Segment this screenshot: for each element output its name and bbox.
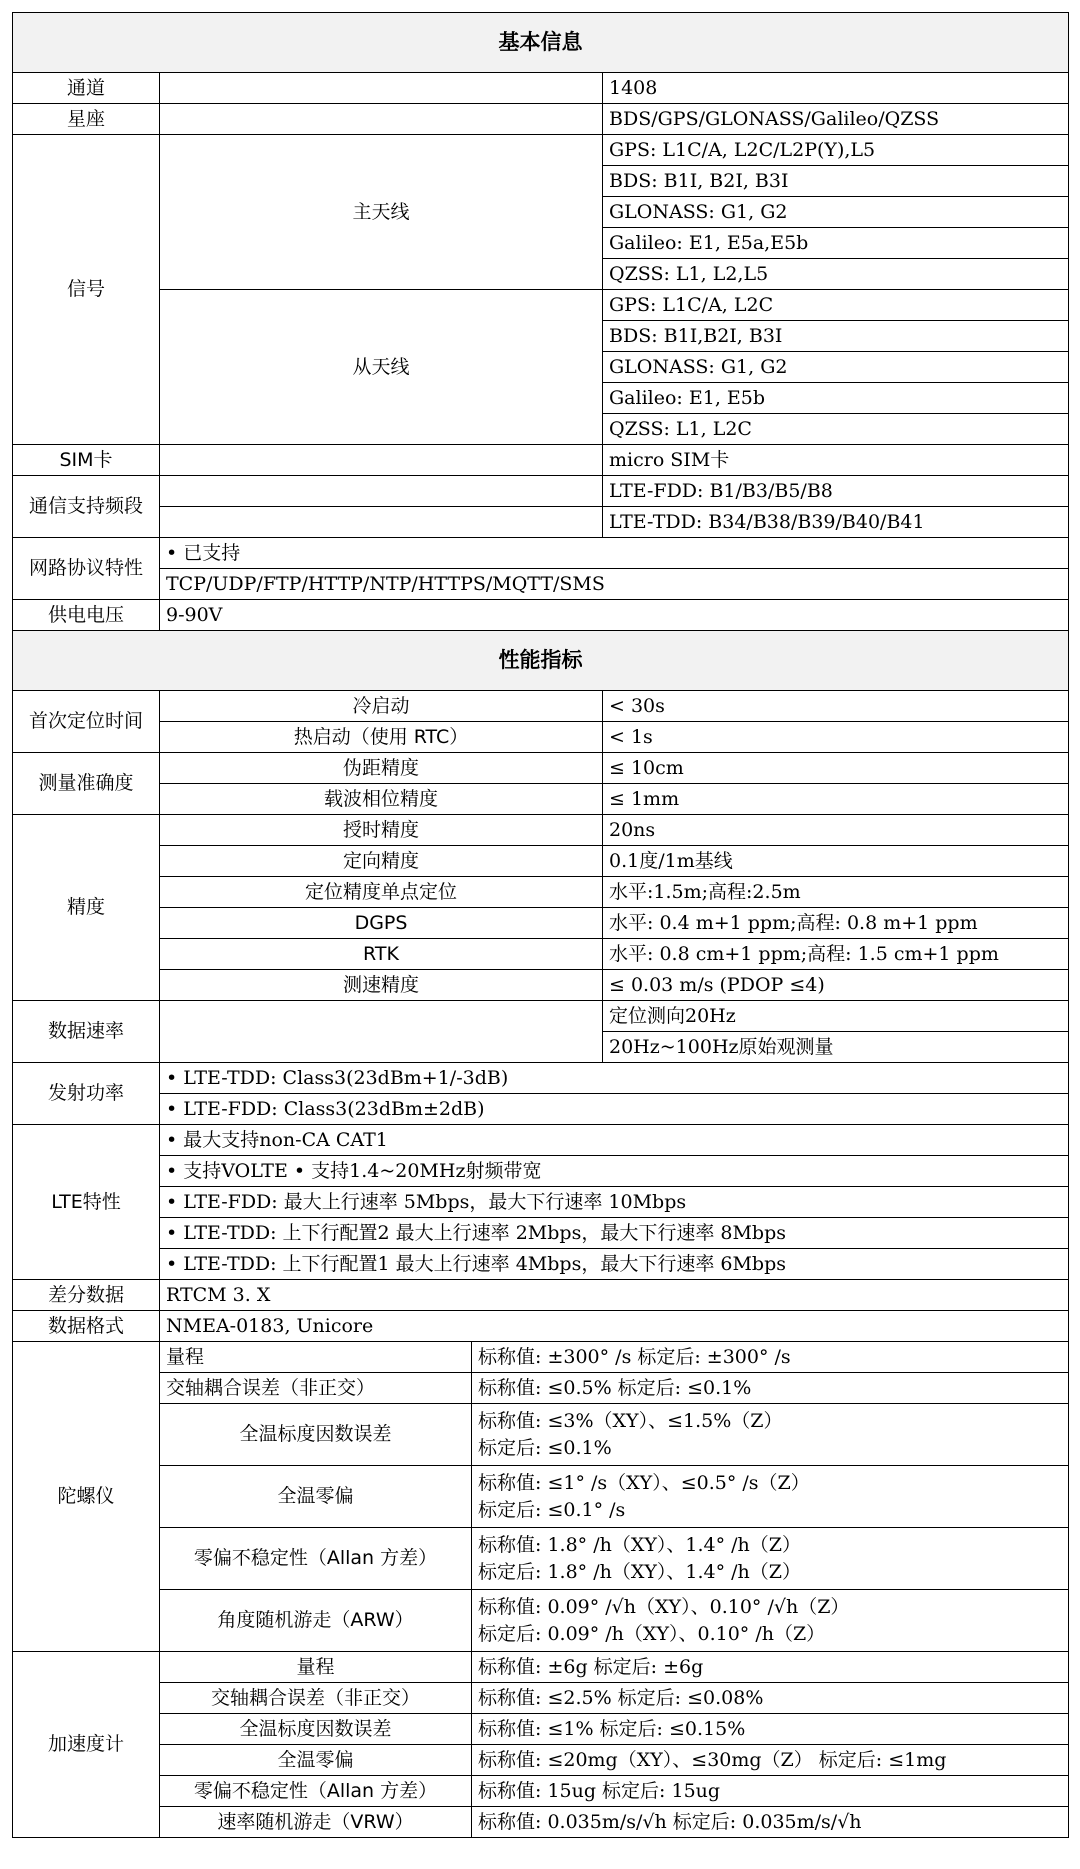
empty-cell [160,73,603,104]
band-tdd: LTE-TDD: B34/B38/B39/B40/B41 [603,507,1069,538]
channel-value: 1408 [603,73,1069,104]
accel-range-value: 标称值: ±6g 标定后: ±6g [472,1652,1069,1683]
gyro-bias-value [472,1466,1069,1528]
slave-antenna-label: 从天线 [160,290,603,445]
rtk-label: RTK [160,939,603,970]
lte-item: • 最大支持non-CA CAT1 [160,1125,1069,1156]
accel-label: 加速度计 [13,1652,160,1838]
gyro-cross-axis-value: 标称值: ≤0.5% 标定后: ≤0.1% [472,1373,1069,1404]
constellation-label: 星座 [13,104,160,135]
band-fdd: LTE-FDD: B1/B3/B5/B8 [603,476,1069,507]
lte-label: LTE特性 [13,1125,160,1280]
velocity-label: 测速精度 [160,970,603,1001]
empty-cell [160,445,603,476]
tx-power-label: 发射功率 [13,1063,160,1125]
accel-bias-label: 全温零偏 [160,1745,472,1776]
protocol-list: TCP/UDP/FTP/HTTP/NTP/HTTPS/MQTT/SMS [160,569,1069,600]
tx-power-tdd: • LTE-TDD: Class3(23dBm+1/-3dB) [160,1063,1069,1094]
pseudorange-value: ≤ 10cm [603,753,1069,784]
single-point-label: 定位精度单点定位 [160,877,603,908]
gyro-instability-calibrated: 标定后: 1.8° /h（XY）、1.4° /h（Z） [478,1560,802,1583]
format-label: 数据格式 [13,1311,160,1342]
accel-scale-label: 全温标度因数误差 [160,1714,472,1745]
pseudorange-label: 伪距精度 [160,753,603,784]
gyro-arw-nominal: 标称值: 0.09° /√h（XY）、0.10° /√h（Z） [478,1595,850,1618]
dgps-label: DGPS [160,908,603,939]
single-point-value: 水平:1.5m;高程:2.5m [603,877,1069,908]
gyro-scale-value [472,1404,1069,1466]
gyro-scale-label: 全温标度因数误差 [160,1404,472,1466]
gyro-range-label: 量程 [160,1342,472,1373]
accel-cross-axis-label: 交轴耦合误差（非正交） [160,1683,472,1714]
gyro-instability-nominal: 标称值: 1.8° /h（XY）、1.4° /h（Z） [478,1533,802,1556]
slave-signal-glonass: GLONASS: G1, G2 [603,352,1069,383]
empty-cell [160,1001,603,1063]
protocol-supported: • 已支持 [160,538,1069,569]
accel-bias-value: 标称值: ≤20mg（XY）、≤30mg（Z） 标定后: ≤1mg [472,1745,1069,1776]
constellation-value: BDS/GPS/GLONASS/Galileo/QZSS [603,104,1069,135]
carrier-phase-label: 载波相位精度 [160,784,603,815]
main-signal-gps: GPS: L1C/A, L2C/L2P(Y),L5 [603,135,1069,166]
empty-cell [160,507,603,538]
empty-cell [160,476,603,507]
basic-info-heading: 基本信息 [13,13,1069,73]
timing-label: 授时精度 [160,815,603,846]
empty-cell [160,104,603,135]
lte-item: • 支持VOLTE • 支持1.4~20MHz射频带宽 [160,1156,1069,1187]
gyro-scale-nominal: 标称值: ≤3%（XY）、≤1.5%（Z） [478,1409,783,1432]
main-signal-bds: BDS: B1I, B2I, B3I [603,166,1069,197]
accel-vrw-value: 标称值: 0.035m/s/√h 标定后: 0.035m/s/√h [472,1807,1069,1838]
accel-instability-label: 零偏不稳定性（Allan 方差） [160,1776,472,1807]
timing-value: 20ns [603,815,1069,846]
tx-power-fdd: • LTE-FDD: Class3(23dBm±2dB) [160,1094,1069,1125]
gyro-instability-label: 零偏不稳定性（Allan 方差） [160,1528,472,1590]
velocity-value: ≤ 0.03 m/s (PDOP ≤4) [603,970,1069,1001]
slave-signal-gps: GPS: L1C/A, L2C [603,290,1069,321]
gyro-arw-label: 角度随机游走（ARW） [160,1590,472,1652]
gyro-bias-nominal: 标称值: ≤1° /s（XY）、≤0.5° /s（Z） [478,1471,810,1494]
spec-sheet [12,12,1068,1857]
gyro-arw-calibrated: 标定后: 0.09° /h（XY）、0.10° /h（Z） [478,1622,826,1645]
carrier-phase-value: ≤ 1mm [603,784,1069,815]
accuracy-label: 精度 [13,815,160,1001]
bands-label: 通信支持频段 [13,476,160,538]
accel-vrw-label: 速率随机游走（VRW） [160,1807,472,1838]
channel-label: 通道 [13,73,160,104]
gyro-cross-axis-label: 交轴耦合误差（非正交） [160,1373,472,1404]
data-rate-raw: 20Hz~100Hz原始观测量 [603,1032,1069,1063]
gyro-arw-value [472,1590,1069,1652]
ttff-cold-value: < 30s [603,691,1069,722]
gyro-range-value: 标称值: ±300° /s 标定后: ±300° /s [472,1342,1069,1373]
slave-signal-qzss: QZSS: L1, L2C [603,414,1069,445]
slave-signal-bds: BDS: B1I,B2I, B3I [603,321,1069,352]
heading-accuracy-value: 0.1度/1m基线 [603,846,1069,877]
accel-instability-value: 标称值: 15ug 标定后: 15ug [472,1776,1069,1807]
data-rate-label: 数据速率 [13,1001,160,1063]
heading-accuracy-label: 定向精度 [160,846,603,877]
gyro-label: 陀螺仪 [13,1342,160,1652]
rtk-value: 水平: 0.8 cm+1 ppm;高程: 1.5 cm+1 ppm [603,939,1069,970]
ttff-hot-value: < 1s [603,722,1069,753]
lte-item: • LTE-TDD: 上下行配置1 最大上行速率 4Mbps，最大下行速率 6Mbps [160,1249,1069,1280]
accel-cross-axis-value: 标称值: ≤2.5% 标定后: ≤0.08% [472,1683,1069,1714]
main-signal-galileo: Galileo: E1, E5a,E5b [603,228,1069,259]
signal-label: 信号 [13,135,160,445]
ttff-label: 首次定位时间 [13,691,160,753]
dgps-value: 水平: 0.4 m+1 ppm;高程: 0.8 m+1 ppm [603,908,1069,939]
sim-label: SIM卡 [13,445,160,476]
lte-item: • LTE-FDD: 最大上行速率 5Mbps，最大下行速率 10Mbps [160,1187,1069,1218]
main-antenna-label: 主天线 [160,135,603,290]
accel-range-label: 量程 [160,1652,472,1683]
format-value: NMEA-0183, Unicore [160,1311,1069,1342]
slave-signal-galileo: Galileo: E1, E5b [603,383,1069,414]
gyro-instability-value [472,1528,1069,1590]
data-rate-positioning: 定位测向20Hz [603,1001,1069,1032]
performance-heading: 性能指标 [13,631,1069,691]
gyro-bias-calibrated: 标定后: ≤0.1° /s [478,1498,626,1521]
main-signal-glonass: GLONASS: G1, G2 [603,197,1069,228]
power-value: 9-90V [160,600,1069,631]
lte-item: • LTE-TDD: 上下行配置2 最大上行速率 2Mbps，最大下行速率 8Mbps [160,1218,1069,1249]
diff-label: 差分数据 [13,1280,160,1311]
spec-table [12,12,1069,1838]
measure-label: 测量准确度 [13,753,160,815]
accel-scale-value: 标称值: ≤1% 标定后: ≤0.15% [472,1714,1069,1745]
gyro-scale-calibrated: 标定后: ≤0.1% [478,1436,612,1459]
diff-value: RTCM 3. X [160,1280,1069,1311]
gyro-bias-label: 全温零偏 [160,1466,472,1528]
ttff-cold-label: 冷启动 [160,691,603,722]
protocol-label: 网路协议特性 [13,538,160,600]
ttff-hot-label: 热启动（使用 RTC） [160,722,603,753]
main-signal-qzss: QZSS: L1, L2,L5 [603,259,1069,290]
power-label: 供电电压 [13,600,160,631]
sim-value: micro SIM卡 [603,445,1069,476]
